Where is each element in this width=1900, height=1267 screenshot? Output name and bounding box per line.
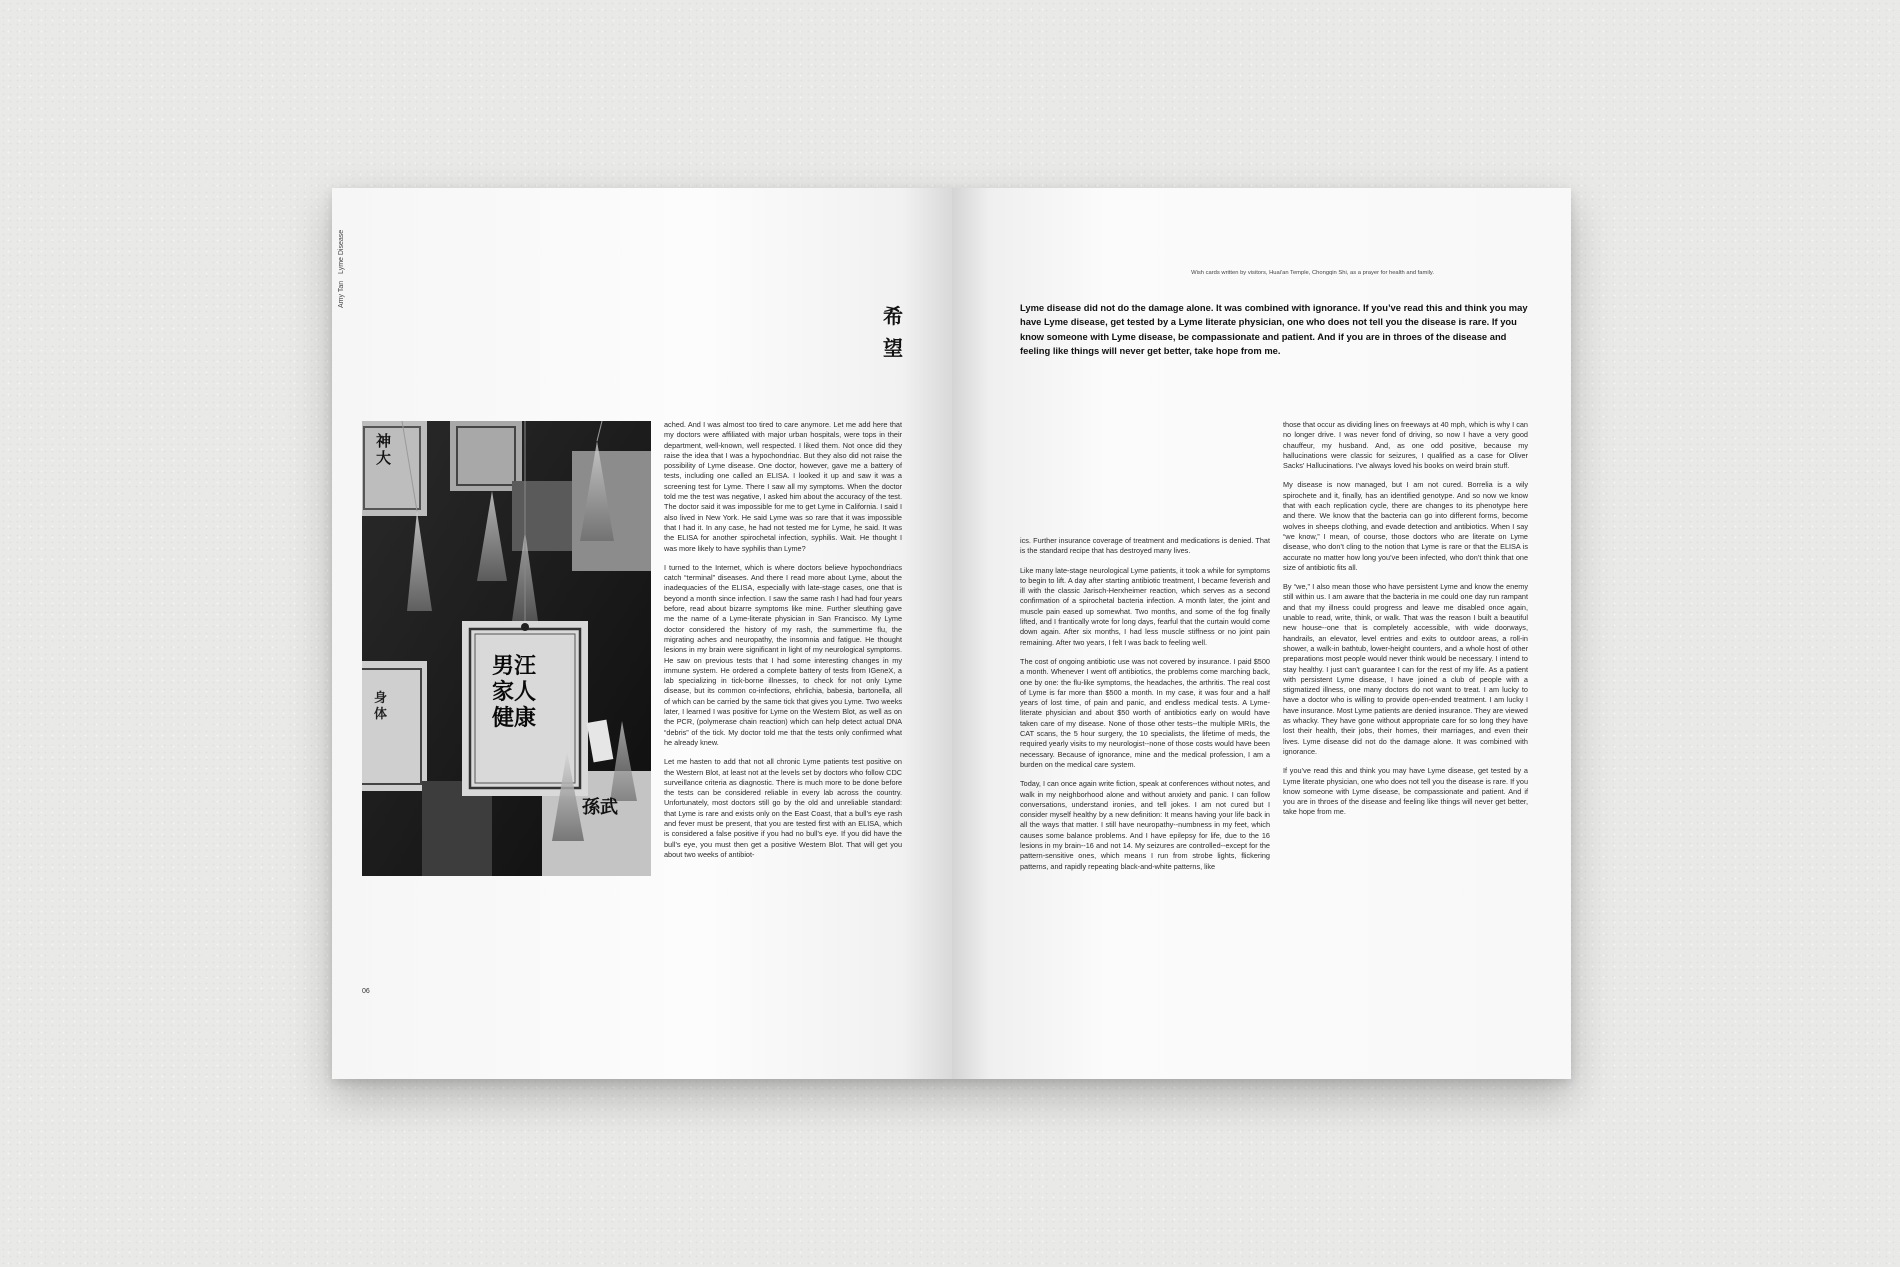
- card-calligraphy-4: [582, 793, 618, 819]
- chinese-title-char-1: 希: [883, 304, 903, 328]
- calligraphy-char: 神: [376, 432, 392, 450]
- calligraphy-char: 身: [374, 691, 388, 706]
- photo-caption: Wish cards written by visitors, Huai'an Temple, Chongqin Shi, as a prayer for health and family.: [1191, 270, 1434, 276]
- body-paragraph: The cost of ongoing antibiotic use was not covered by insurance. I paid $500 a month. Whenever I went off antibiotics, the problems come marching back, one by one: the flu-like symptoms, the headaches, the arthritis. The real cost of Lyme is far more than $500 a month. In my case, it was four and a half years of lost time, of pain and panic, and endless medical tests. A Lyme-literate physician and about $50 worth of antibiotics early on would have taken care of my disease. None of those other tests--the multiple MRIs, the CAT scans, the 5 hour surgery, the 10 specialists, the lifetime of meds, the required yearly visits to my neurologist--none of those costs would have been necessary. Because of ignorance, mine and the medical profession, I am a burden on the medical care system.: [1020, 656, 1270, 769]
- body-paragraph: ics. Further insurance coverage of treatment and medications is denied. That is the standard recipe that has destroyed many lives.: [1020, 536, 1270, 556]
- calligraphy-char: 汪: [514, 653, 537, 679]
- pull-quote: Lyme disease did not do the damage alone. It was combined with ignorance. If you’ve read this and think you may have Lyme disease, get tested by a Lyme literate physician, one who does not tell you the disease is rare. If you know someone with Lyme disease, be compassionate and patient. And if you are in throes of the disease and feeling like things will never get better, take hope from me.: [1020, 302, 1528, 356]
- body-paragraph: By “we,” I also mean those who have persistent Lyme and know the enemy still within us. I am aware that the bacteria in me could one day run rampant and that my illness could progress and leave me disabled once again, unable to read, write, think, or walk. That was the reason I built a beautiful new house--one that is completely accessible, with wide doorways, handrails, an elevator, level entries and exits to outdoor areas, a roll-in shower, a walk-in bathtub, lower-height counters, and a whole host of other preparations most people would never think would be necessary. I intend to stay healthy. I just can’t guarantee I can for the rest of my life. As a patient with persistent Lyme disease, I have joined a club of people with a stigmatized illness, one many doctors do not want to treat. I am lucky to have a doctor who is willing to provide open-ended treatment. I am lucky I have insurance. Most Lyme patients are denied insurance. They are viewed as whacky. They have gone without appropriate care for so long they have lost their health, their jobs, their homes, their marriages, and even their lives. Lyme disease did not do the damage alone. It was combined with ignorance.: [1283, 582, 1528, 756]
- chinese-title-char-2: 望: [883, 336, 903, 360]
- section-name: Lyme Disease: [338, 229, 345, 274]
- body-paragraph: If you’ve read this and think you may have Lyme disease, get tested by a Lyme literate physician, one who does not tell you the disease is rare. If you know someone with Lyme disease, be compassionate and patient. And if you are in throes of the disease and feeling like things will never get better, take hope from me.: [1283, 766, 1528, 817]
- body-paragraph: My disease is now managed, but I am not cured. Borrelia is a wily spirochete and it, finally, has an identified genotype. And so now we know that with each replication cycle, there are changes to its phenotype here and there. We know that the bacteria can go into different forms, become wolves in sheeps clothing, and evade detection and antibiotics. When I say “we know,” I mean, of course, those doctors who are literate on Lyme disease, who don’t cling to the notion that Lyme is rare or that the ELISA is accurate no matter how long you’ve been infected, who don’t think that one size of antibiotic fits all.: [1283, 480, 1528, 572]
- calligraphy-char: 孫: [582, 797, 600, 818]
- chinese-title: [880, 300, 906, 364]
- left-page: [332, 188, 952, 1079]
- right-page-column-left: [1020, 536, 1270, 881]
- card-calligraphy-main: [492, 653, 536, 731]
- right-page-column-right: [1283, 420, 1528, 827]
- body-paragraph: Today, I can once again write fiction, speak at conferences without notes, and walk in my neighborhood alone and without anxiety and panic. I can follow conversations, understand ironies, and tell jokes. I am not cured but I consider myself healthy by a new definition: It means having your life back in all the ways that matter. I still have neuropathy--numbness in my feet, which causes some balance problems. And I have epilepsy for life, due to the 16 lesions in my brain--16 and not 14. My seizures are controlled--except for the pattern-sensitive ones, which means I run from strobe lights, flickering patterns, and rapidly repeating black-and-white patterns, like: [1020, 779, 1270, 871]
- page-number: 06: [362, 988, 370, 995]
- body-paragraph: Let me hasten to add that not all chronic Lyme patients test positive on the Western Blot, at least not at the levels set by doctors who follow CDC surveillance criteria as diagnostic. There is much more to be done before the tests can be considered reliable in every lab across the country. Unfortunately, most doctors still go by the old and unreliable standard: that Lyme is rare and exists only on the East Coast, that a bull’s eye rash and fever must be present, that you are tested first with an ELISA, which is considered a false positive if you had no bull’s eye. If you did have the bull’s eye, you must then get a positive Western Blot. That will get you about two weeks of antibiot-: [664, 757, 902, 859]
- magazine-spread: [332, 188, 1571, 1079]
- calligraphy-char: 体: [374, 707, 388, 722]
- calligraphy-char: 武: [600, 797, 618, 818]
- author-name: Amy Tan: [338, 280, 345, 308]
- calligraphy-char: 康: [514, 705, 537, 731]
- card-calligraphy-1: [376, 433, 391, 467]
- right-page: [952, 188, 1571, 1079]
- calligraphy-char: 男: [492, 653, 515, 679]
- calligraphy-char: 健: [492, 705, 515, 731]
- body-paragraph: I turned to the Internet, which is where doctors believe hypochondriacs catch “terminal” diseases. And there I read more about Lyme, about the inadequacies of the ELISA, especially with late-stage cases, one that is beyond a month since infection. I saw the same rash I had had four years before, read about bizarre symptoms like mine. Further sleuthing gave me the name of a Lyme-literate physician in San Francisco. My Lyme doctor considered the history of my rash, the summertime flu, the migrating aches and neuropathy, the insomnia and fatigue. He thought lesions in my brain were significant in light of my neurological symptoms. He saw on previous tests that I had some interesting changes in my immune system. He ordered a complete battery of tests from IGeneX, a lab specializing in tick-borne illnesses, to check for not only Lyme disease, but its common co-infections, ehrlichia, babesia, bartonella, all of which can be carried by the same tick that gives you Lyme. Two weeks later, I learned I was positive for Lyme on the Western Blot, as well as on the PCR, (polymerase chain reaction) which can help detect actual DNA “debris” of the tick. My doctor told me that the tests only confirmed what he already knew.: [664, 562, 902, 747]
- body-paragraph: ached. And I was almost too tired to care anymore. Let me add here that my doctors were affiliated with major urban hospitals, were tops in their department, well-known, well respected. I liked them. Not once did they raise the idea that I was a hypochondriac. But they also did not raise the possibility of Lyme disease. One doctor, however, gave me a battery of tests, including one called an ELISA. I looked it up and saw it was a screening test for Lyme. There I saw all my symptoms. When the doctor told me the test was negative, I asked him about the accuracy of the test. The doctor said it was impossible for me to get Lyme in California. I said I also lived in New York. He said Lyme was so rare that it was impossible that I had it. In any case, he had not tested me for Lyme, he said. It was the ELISA for another spirochetal infection, syphilis. Wait. He thought I was more likely to have syphilis than Lyme?: [664, 420, 902, 553]
- calligraphy-char: 家: [492, 679, 515, 705]
- wish-cards-photo: [362, 421, 651, 876]
- body-paragraph: Like many late-stage neurological Lyme patients, it took a while for symptoms to begin to lift. A day after starting antibiotic treatment, I became feverish and ill with the classic Jarisch-Herxheimer reaction, which serves as a second confirmation of a spirochetal bacteria infection. A month later, the joint and muscle pain eased up somewhat. Two months, and some of the fog finally lifted, and I frantically wrote for long days, fearful that the curtain would come down again. After six months, I had less muscle stiffness or no joint pain remaining. After two years, I felt I was back to feeling well.: [1020, 565, 1270, 647]
- calligraphy-char: 人: [514, 679, 537, 705]
- calligraphy-char: 大: [376, 449, 392, 467]
- side-credit: [338, 208, 345, 308]
- card-calligraphy-3: [374, 691, 387, 723]
- left-page-body: [664, 420, 902, 869]
- body-paragraph: those that occur as dividing lines on freeways at 40 mph, which is why I can no longer drive. I was never fond of driving, so now I have a very good chauffeur, my husband. And, as one odd positive, because my hallucinations were classic for seizures, I qualified as a case for Oliver Sacks’ Hallucinations. I’ve always loved his books on weird brain stuff.: [1283, 420, 1528, 471]
